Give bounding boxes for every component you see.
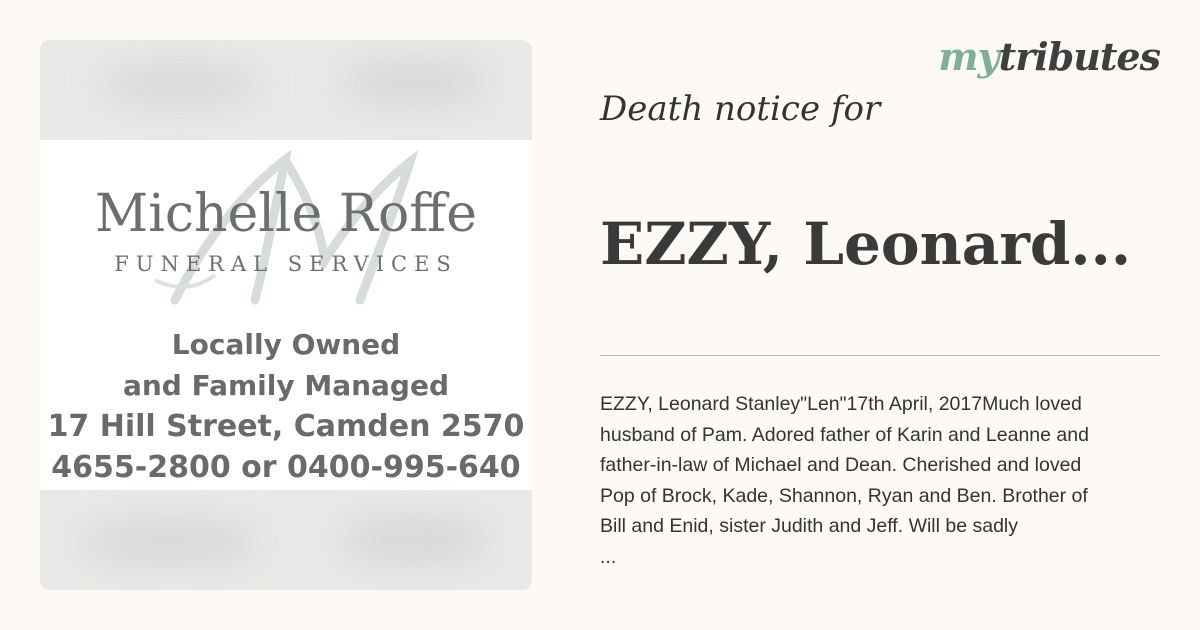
notice-text-ellipsis: ... xyxy=(600,545,617,568)
notice-text-line: Pop of Brock, Kade, Shannon, Ryan and Ben. Brother of xyxy=(600,484,1088,507)
deceased-name: EZZY, Leonard... xyxy=(600,210,1132,278)
mytributes-logo[interactable] xyxy=(938,34,1160,79)
funeral-service-ad xyxy=(40,40,532,590)
ad-content xyxy=(40,140,532,490)
blurred-ad-background-bottom xyxy=(40,490,532,590)
notice-text-line: EZZY, Leonard Stanley"Len"17th April, 2017Much loved xyxy=(600,393,1082,415)
notice-text-line: Bill and Enid, sister Judith and Jeff. Will be sadly xyxy=(600,515,1019,537)
divider xyxy=(600,355,1160,356)
blurred-ad-background-top xyxy=(40,40,532,140)
ad-line-address: 17 Hill Street, Camden 2570 xyxy=(47,409,525,444)
notice-text xyxy=(600,389,1180,572)
ad-details xyxy=(40,324,532,488)
ad-line-phone: 4655-2800 or 0400-995-640 xyxy=(51,450,521,485)
logo-part-tributes: tributes xyxy=(998,34,1160,79)
notice-text-line: father-in-law of Michael and Dean. Cherished and loved xyxy=(600,454,1082,476)
ad-brand-name: Michelle Roffe xyxy=(94,184,477,244)
ad-line: Locally Owned xyxy=(171,328,401,361)
notice-label: Death notice for xyxy=(600,89,881,129)
ad-brand-subtitle: FUNERAL SERVICES xyxy=(114,252,458,276)
logo-part-my: my xyxy=(938,34,999,79)
ad-line: and Family Managed xyxy=(122,369,450,402)
notice-text-line: husband of Pam. Adored father of Karin and Leanne and xyxy=(600,423,1089,446)
